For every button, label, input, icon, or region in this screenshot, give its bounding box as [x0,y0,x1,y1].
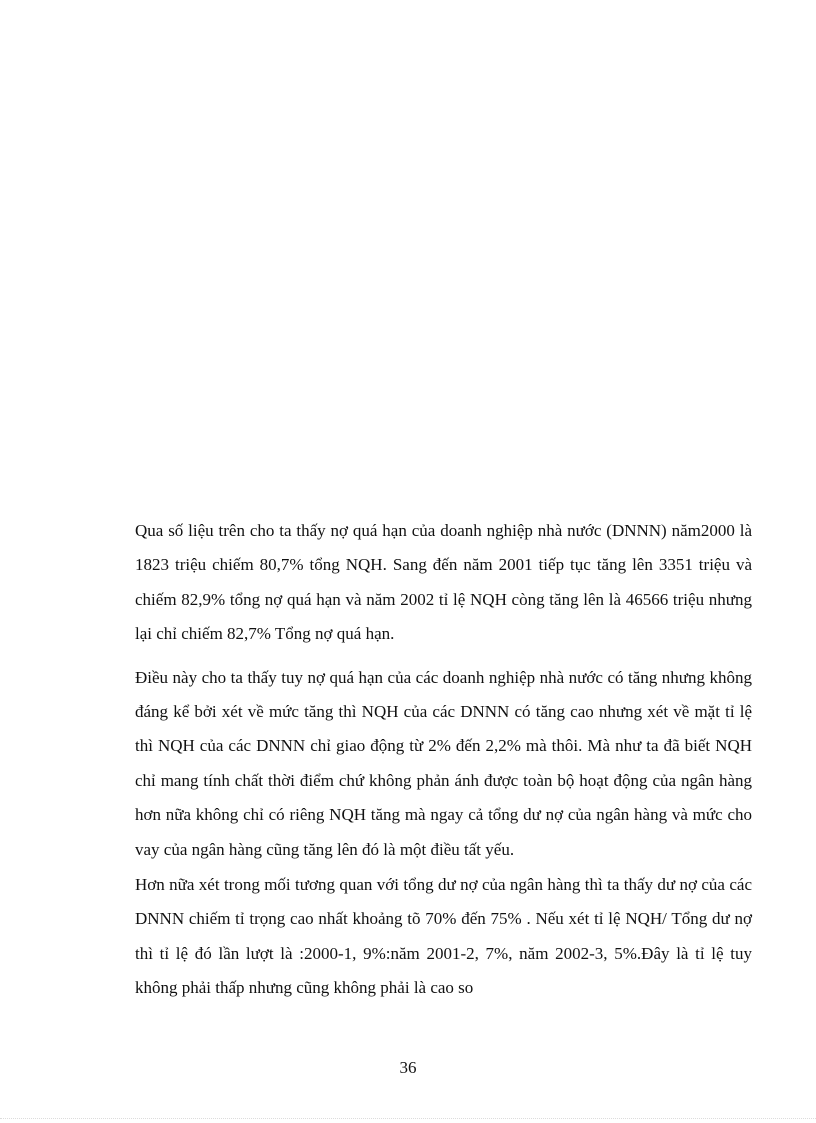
paragraph-2: Điều này cho ta thấy tuy nợ quá hạn của các doanh nghiệp nhà nước có tăng nhưng không đáng kể bởi xét về mức tăng thì NQH của các DNNN có tăng cao nhưng xét về mặt tỉ lệ thì NQH của các DNNN chỉ giao động từ 2% đến 2,2% mà thôi. Mà như ta đã biết NQH chỉ mang tính chất thời điểm chứ không phản ánh được toàn bộ hoạt động của ngân hàng hơn nữa không chỉ có riêng NQH tăng mà ngay cả tổng dư nợ của ngân hàng và mức cho vay của ngân hàng cũng tăng lên đó là một điều tất yếu. [135,667,752,859]
body-text [135,514,752,1006]
page-number: 36 [399,1058,417,1077]
paragraph-1: Qua số liệu trên cho ta thấy nợ quá hạn của doanh nghiệp nhà nước (DNNN) năm2000 là 1823 triệu chiếm 80,7% tổng NQH. Sang đến năm 2001 tiếp tục tăng lên 3351 triệu và chiếm 82,9% tổng nợ quá hạn và năm 2002 tỉ lệ NQH còng tăng lên là 46566 triệu nhưng lại chỉ chiếm 82,7% Tổng nợ quá hạn. [135,521,752,644]
paragraph-3: Hơn nữa xét trong mối tương quan với tổng dư nợ của ngân hàng thì ta thấy dư nợ của các DNNN chiếm tỉ trọng cao nhất khoảng tõ 70% đến 75% . Nếu xét tỉ lệ NQH/ Tổng dư nợ thì tỉ lệ đó lần lượt là :2000-1, 9%:năm 2001-2, 7%, năm 2002-3, 5%.Đây là tỉ lệ tuy không phải thấp nhưng cũng không phải là cao so [135,875,752,998]
page-bottom-divider [0,1118,816,1119]
